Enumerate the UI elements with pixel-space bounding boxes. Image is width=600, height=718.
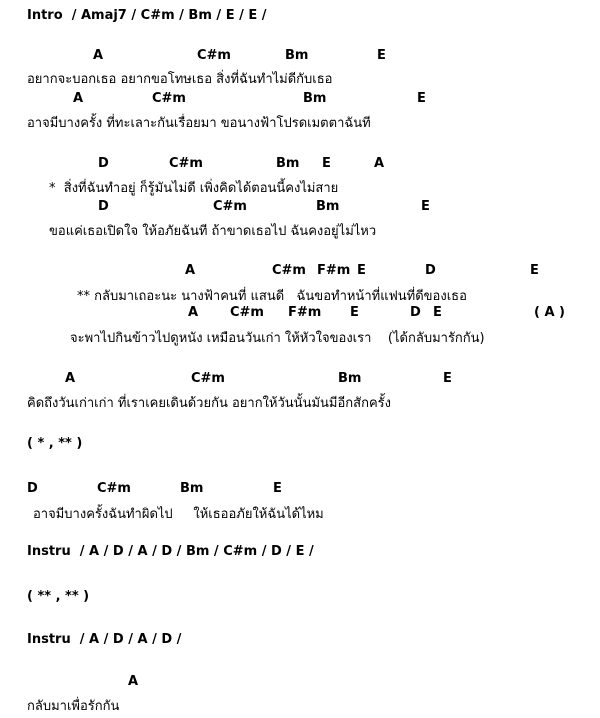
chord: E xyxy=(322,156,331,171)
chord: D xyxy=(410,305,421,320)
lyric-line: * สิ่งที่ฉันทำอยู่ ก็รู้มันไม่ดี เพิ่งคิดได้ตอนนี้คงไม่สาย xyxy=(49,181,339,196)
lyric-line: จะพาไปกินข้าวไปดูหนัง เหมือนวันเก่า ให้หัวใจของเรา (ได้กลับมารักกัน) xyxy=(70,331,485,346)
chord: C#m xyxy=(197,48,231,63)
chord: C#m xyxy=(230,305,264,320)
chord: Bm xyxy=(285,48,309,63)
chord: F#m xyxy=(288,305,322,320)
chord: E xyxy=(357,263,366,278)
chord: D xyxy=(98,199,109,214)
lyric-line: ** กลับมาเถอะนะ นางฟ้าคนที่ แสนดี ฉันขอทำหน้าที่แฟนที่ดีของเธอ xyxy=(77,289,467,304)
chord: A xyxy=(73,91,84,106)
chord: A xyxy=(185,263,196,278)
chord: C#m xyxy=(169,156,203,171)
chord: A xyxy=(128,674,139,689)
instrumental-line: Instru / A / D / A / D / Bm / C#m / D / E / xyxy=(27,544,314,559)
chord: C#m xyxy=(191,371,225,386)
chord: ( A ) xyxy=(534,305,565,320)
repeat-marker: ( * , ** ) xyxy=(27,436,83,451)
lyric-line: อาจมีบางครั้งฉันทำผิดไป ให้เธออภัยให้ฉันได้ไหม xyxy=(33,507,324,522)
chord: E xyxy=(273,481,282,496)
intro-line: Intro / Amaj7 / C#m / Bm / E / E / xyxy=(27,8,267,23)
chord: E xyxy=(443,371,452,386)
lyric-line: อาจมีบางครั้ง ที่ทะเลาะกันเรื่อยมา ขอนางฟ้าโปรดเมตตาฉันที xyxy=(27,116,371,131)
chord: F#m xyxy=(317,263,351,278)
chord: E xyxy=(350,305,359,320)
chord: Bm xyxy=(303,91,327,106)
instrumental-line: Instru / A / D / A / D / xyxy=(27,632,182,647)
chord: E xyxy=(421,199,430,214)
chord: D xyxy=(425,263,436,278)
chord: A xyxy=(65,371,76,386)
chord: C#m xyxy=(152,91,186,106)
lyric-line: กลับมาเพื่อรักกัน xyxy=(27,699,120,714)
chord: Bm xyxy=(276,156,300,171)
chord: A xyxy=(93,48,104,63)
chord: C#m xyxy=(272,263,306,278)
chord: E xyxy=(433,305,442,320)
chord: A xyxy=(374,156,385,171)
chord: C#m xyxy=(97,481,131,496)
chord: D xyxy=(98,156,109,171)
chord: Bm xyxy=(338,371,362,386)
chord: D xyxy=(27,481,38,496)
chord: E xyxy=(417,91,426,106)
lyric-line: ขอแค่เธอเปิดใจ ให้อภัยฉันที ถ้าขาดเธอไป ฉันคงอยู่ไม่ไหว xyxy=(49,224,377,239)
chord: Bm xyxy=(316,199,340,214)
chord: E xyxy=(377,48,386,63)
chord: A xyxy=(188,305,199,320)
lyric-line: อยากจะบอกเธอ อยากขอโทษเธอ สิ่งที่ฉันทำไม่ดีกับเธอ xyxy=(27,72,333,87)
chord: C#m xyxy=(213,199,247,214)
chord: E xyxy=(530,263,539,278)
lyric-line: คิดถึงวันเก่าเก่า ที่เราเคยเดินด้วยกัน อยากให้วันนั้นมันมีอีกสักครั้ง xyxy=(27,396,391,411)
repeat-marker: ( ** , ** ) xyxy=(27,589,90,604)
chord: Bm xyxy=(180,481,204,496)
